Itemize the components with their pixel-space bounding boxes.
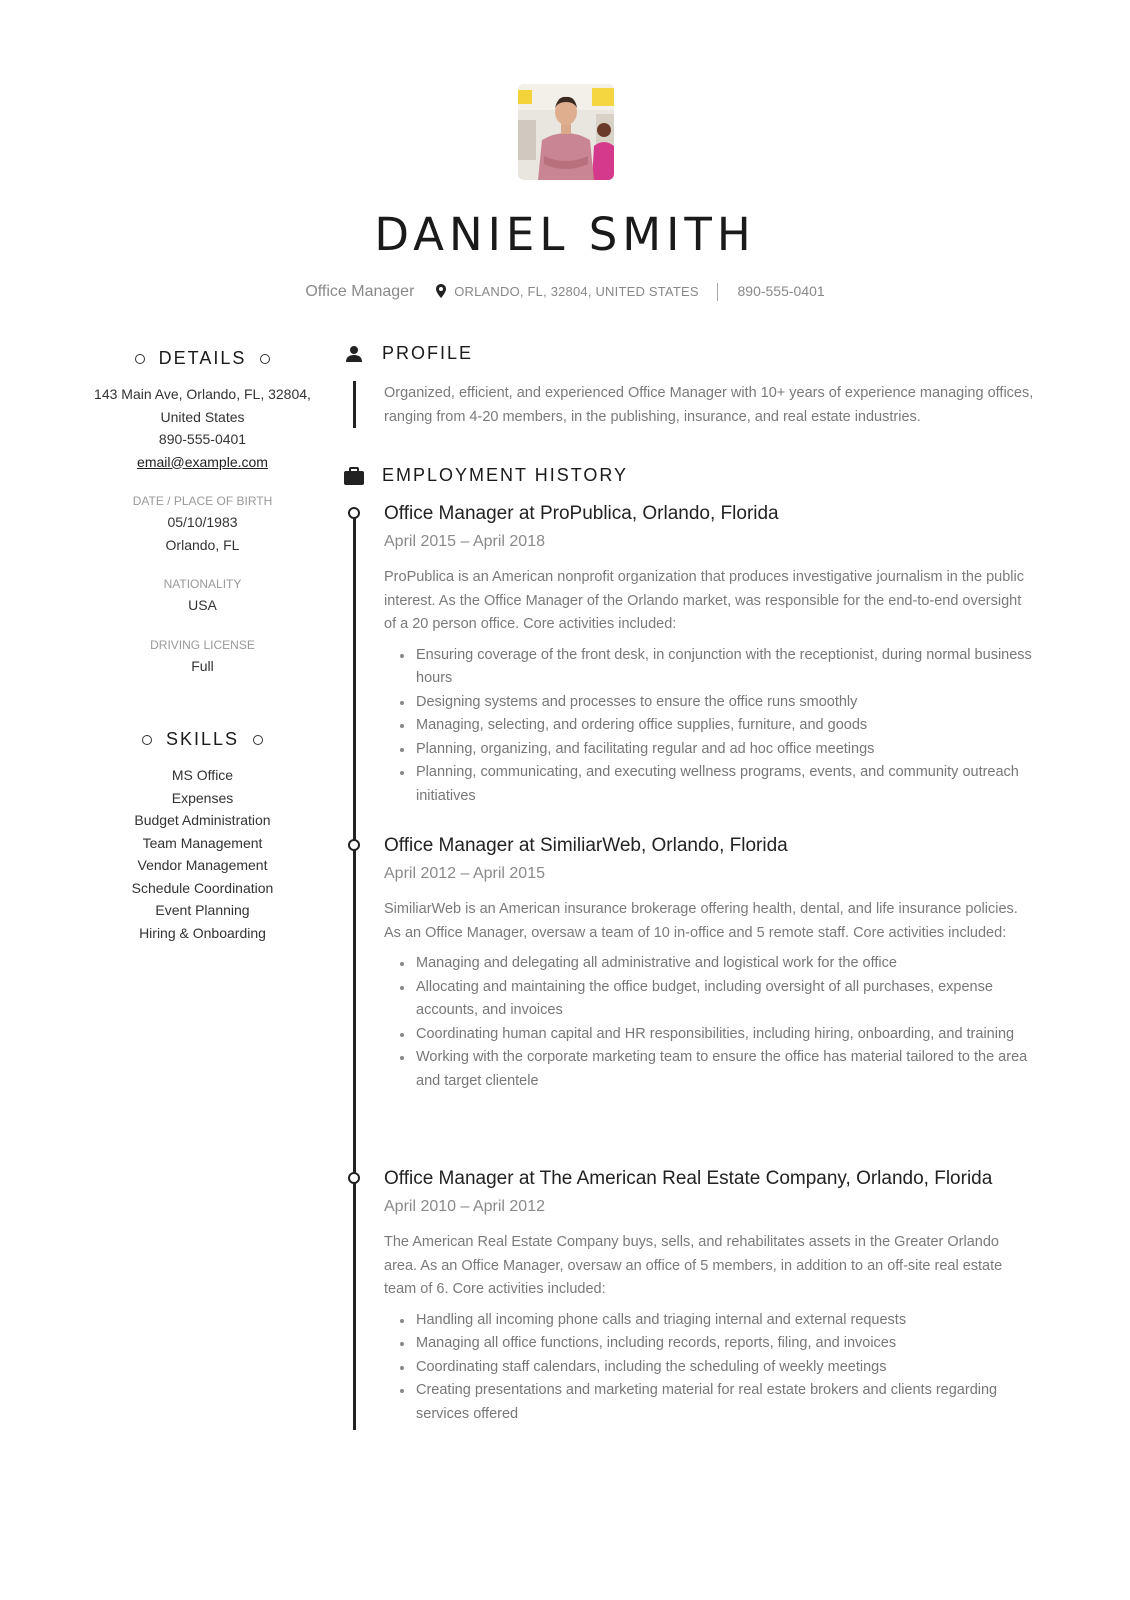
list-item: Allocating and maintaining the office budget, including oversight of all purchases, expense accounts, and invoices bbox=[416, 976, 1034, 1023]
list-item: Managing and delegating all administrative and logistical work for the office bbox=[416, 952, 1034, 976]
skill-item: MS Office bbox=[171, 767, 234, 783]
list-item: Creating presentations and marketing material for real estate brokers and clients regarding services offered bbox=[416, 1379, 1034, 1426]
skill-item: Vendor Management bbox=[137, 857, 268, 873]
header-location: ORLANDO, FL, 32804, UNITED STATES bbox=[454, 284, 699, 299]
profile-timeline bbox=[353, 381, 356, 428]
header-subline bbox=[0, 283, 1130, 301]
location-pin-icon bbox=[436, 284, 446, 301]
timeline-dot bbox=[348, 507, 360, 519]
job-bullets bbox=[416, 644, 1034, 809]
briefcase-icon bbox=[344, 466, 364, 486]
job-description: The American Real Estate Company buys, sells, and rehabilitates assets in the Greater Orlando area. As an Office Manager, oversaw an office of 5 members, in addition to an off-site real estate team of 6. Core activities included: bbox=[384, 1234, 1003, 1297]
employment-timeline bbox=[353, 508, 356, 1430]
job-bullets bbox=[416, 1309, 1034, 1427]
candidate-name: DANIEL SMITH bbox=[374, 208, 756, 261]
skill-item: Team Management bbox=[142, 834, 263, 851]
nationality-value: USA bbox=[188, 597, 217, 613]
job-dates: April 2015 – April 2018 bbox=[384, 533, 545, 550]
job-bullets bbox=[416, 952, 1034, 1093]
list-item: Managing all office functions, including records, reports, filing, and invoices bbox=[416, 1332, 1034, 1356]
profile-text: Organized, efficient, and experienced Office Manager with 10+ years of experience managing offices, ranging from 4-20 members, in the publishing, insurance, and real estate industries. bbox=[384, 385, 1034, 425]
employment-heading bbox=[344, 465, 628, 486]
job-description: SimiliarWeb is an American insurance brokerage offering health, dental, and life insurance policies. As an Office Manager, oversaw a team of 10 in-office and 5 remote staff. Core activities included: bbox=[384, 901, 1018, 941]
list-item: Coordinating staff calendars, including the scheduling of weekly meetings bbox=[416, 1356, 1034, 1380]
list-item: Handling all incoming phone calls and triaging internal and external requests bbox=[416, 1309, 1034, 1333]
list-item: Planning, organizing, and facilitating regular and ad hoc office meetings bbox=[416, 738, 1034, 762]
skills-section bbox=[80, 729, 325, 944]
list-item: Managing, selecting, and ordering office supplies, furniture, and goods bbox=[416, 714, 1034, 738]
timeline-dot bbox=[348, 839, 360, 851]
skill-item: Event Planning bbox=[155, 902, 250, 918]
list-item: Planning, communicating, and executing wellness programs, events, and community outreach initiatives bbox=[416, 761, 1034, 808]
left-column bbox=[80, 348, 325, 944]
email-link[interactable]: email@example.com bbox=[137, 453, 268, 470]
employment-title: EMPLOYMENT HISTORY bbox=[382, 465, 629, 485]
list-item: Working with the corporate marketing team to ensure the office has material tailored to the area and target clientele bbox=[416, 1046, 1034, 1093]
skill-item: Budget Administration bbox=[134, 812, 271, 828]
dob-value: 05/10/1983 bbox=[167, 514, 238, 530]
job-entry bbox=[384, 1165, 1034, 1426]
timeline-dot bbox=[348, 1172, 360, 1184]
job-title: Office Manager at SimiliarWeb, Orlando, Florida bbox=[384, 835, 788, 856]
profile-title: PROFILE bbox=[382, 343, 474, 363]
dob-label: DATE / PLACE OF BIRTH bbox=[132, 494, 273, 508]
job-description: ProPublica is an American nonprofit organization that produces investigative journalism in the public interest. As the Office Manager of the Orlando market, was responsible for the end-to-end oversight of a 20 person office. Core activities included: bbox=[384, 569, 1024, 632]
skills-title: SKILLS bbox=[165, 729, 240, 749]
header-divider bbox=[717, 283, 718, 301]
skill-item: Expenses bbox=[171, 789, 234, 806]
address-line: 143 Main Ave, Orlando, FL, 32804, bbox=[94, 386, 311, 402]
job-entry bbox=[384, 832, 1034, 1093]
circle-icon bbox=[142, 735, 152, 745]
license-label: DRIVING LICENSE bbox=[150, 637, 255, 652]
job-role: Office Manager bbox=[305, 283, 415, 300]
details-heading bbox=[80, 348, 325, 369]
nationality-label: NATIONALITY bbox=[163, 577, 242, 591]
job-dates: April 2012 – April 2015 bbox=[384, 865, 545, 882]
list-item: Ensuring coverage of the front desk, in conjunction with the receptionist, during normal business hours bbox=[416, 644, 1034, 691]
list-item: Coordinating human capital and HR responsibilities, including hiring, onboarding, and training bbox=[416, 1023, 1034, 1047]
license-value: Full bbox=[191, 657, 214, 674]
details-title: DETAILS bbox=[158, 348, 247, 368]
profile-heading bbox=[344, 343, 473, 364]
skills-heading bbox=[80, 729, 325, 750]
profile-photo bbox=[518, 84, 614, 180]
details-phone: 890-555-0401 bbox=[158, 431, 247, 447]
job-title: Office Manager at The American Real Estate Company, Orlando, Florida bbox=[384, 1168, 993, 1189]
circle-icon bbox=[135, 354, 145, 364]
job-entry bbox=[384, 500, 1034, 808]
job-dates: April 2010 – April 2012 bbox=[384, 1198, 545, 1215]
skill-item: Schedule Coordination bbox=[131, 879, 274, 896]
birthplace-value: Orlando, FL bbox=[165, 536, 240, 553]
list-item: Designing systems and processes to ensure the office runs smoothly bbox=[416, 691, 1034, 715]
circle-icon bbox=[260, 354, 270, 364]
header-phone: 890-555-0401 bbox=[737, 283, 825, 299]
skill-item: Hiring & Onboarding bbox=[139, 924, 266, 941]
address-line: United States bbox=[160, 408, 245, 425]
person-icon bbox=[344, 344, 364, 364]
circle-icon bbox=[253, 735, 263, 745]
job-title: Office Manager at ProPublica, Orlando, Florida bbox=[384, 503, 779, 524]
